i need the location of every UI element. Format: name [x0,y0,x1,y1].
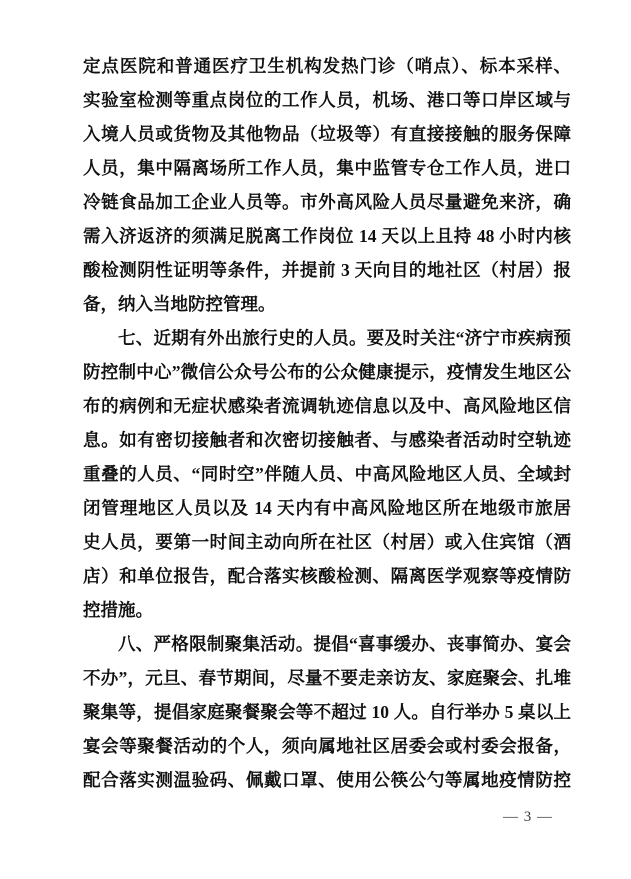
text-line [83,695,571,729]
text-line [83,593,571,627]
body-text: 备，纳入当地防控管理。 [83,294,276,314]
text-line [83,321,571,355]
body-text: 布的病例和无症状感染者流调轨迹信息以及中、高风险地区信 [83,396,571,416]
paragraph-section-8 [83,627,571,797]
body-text: 不办”，元旦、春节期间，尽量不要走亲访友、家庭聚会、扎堆 [83,668,571,688]
text-line [83,491,571,525]
body-text: 要及时关注“济宁市疾病预 [366,328,572,348]
text-line [83,525,571,559]
body-text: 冷链食品加工企业人员等。市外高风险人员尽量避免来济，确 [83,192,571,212]
body-text: 配合落实测温验码、佩戴口罩、使用公筷公勺等属地疫情防控 [83,770,571,790]
text-line [83,661,571,695]
body-text: 入境人员或货物及其他物品（垃圾等）有直接接触的服务保障 [83,124,571,144]
text-line [83,49,571,83]
text-line [83,219,571,253]
body-text: 提倡“喜事缓办、丧事简办、宴会 [313,634,572,654]
text-line [83,185,571,219]
body-text: 实验室检测等重点岗位的工作人员，机场、港口等口岸区域与 [83,90,571,110]
text-line [83,729,571,763]
body-text: 酸检测阴性证明等条件，并提前 3 天向目的地社区（村居）报 [83,260,571,280]
paragraph-continuation [83,49,571,321]
section-heading: 七、近期有外出旅行史的人员。 [118,329,367,349]
text-line [83,763,571,797]
body-text: 人员，集中隔离场所工作人员，集中监管专仓工作人员，进口 [83,158,571,178]
paragraph-section-7 [83,321,571,627]
body-text: 防控制中心”微信公众号公布的公众健康提示，疫情发生地区公 [83,362,571,382]
body-text: 聚集等，提倡家庭聚餐聚会等不超过 10 人。自行举办 5 桌以上 [83,702,571,722]
body-text: 控措施。 [83,600,153,620]
section-heading: 八、严格限制聚集活动。 [118,635,314,655]
text-line [83,83,571,117]
text-line [83,423,571,457]
text-line [83,151,571,185]
document-body [83,49,571,797]
text-line [83,457,571,491]
body-text: 店）和单位报告，配合落实核酸检测、隔离医学观察等疫情防 [83,566,571,586]
text-line [83,117,571,151]
text-line [83,287,571,321]
body-text: 息。如有密切接触者和次密切接触者、与感染者活动时空轨迹 [83,430,571,450]
text-line [83,559,571,593]
body-text: 史人员，要第一时间主动向所在社区（村居）或入住宾馆（酒 [83,532,571,552]
body-text: 重叠的人员、“同时空”伴随人员、中高风险地区人员、全域封 [83,464,571,484]
body-text: 闭管理地区人员以及 14 天内有中高风险地区所在地级市旅居 [83,498,571,518]
text-line [83,627,571,661]
body-text: 定点医院和普通医疗卫生机构发热门诊（哨点）、标本采样、 [83,56,571,76]
text-line [83,253,571,287]
text-line [83,389,571,423]
body-text: 宴会等聚餐活动的个人，须向属地社区居委会或村委会报备， [83,736,571,756]
text-line [83,355,571,389]
body-text: 需入济返济的须满足脱离工作岗位 14 天以上且持 48 小时内核 [83,226,571,246]
page-number: — 3 — [503,809,553,825]
